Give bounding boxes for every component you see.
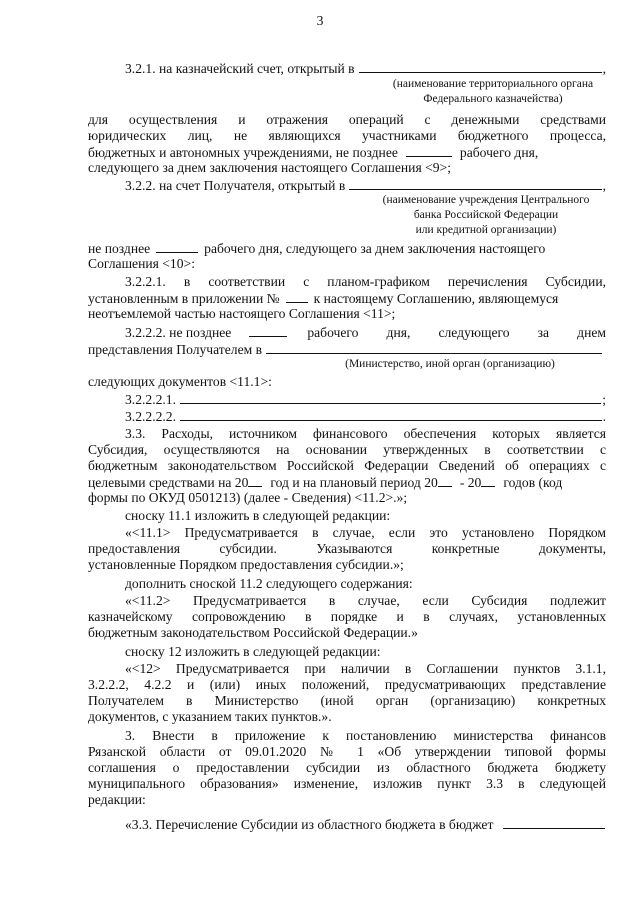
note-treasury: (наименование территориального органа xyxy=(392,78,594,90)
paragraph-line: документов, с указанием таких пунктов.». xyxy=(88,709,332,724)
paragraph-line: неотъемлемой частью настоящего Соглашения <11>; xyxy=(88,306,396,321)
text: - 20 xyxy=(459,475,482,490)
text: бюджетных и автономных учреждениями, не позднее xyxy=(88,145,398,160)
note-bank: (наименование учреждения Центрального xyxy=(382,194,590,206)
text: к настоящему Соглашению, являющемуся xyxy=(313,291,559,306)
clause-3-2-2-1: 3.2.2.1. в соответствии с планом-графиком перечисления Субсидии, xyxy=(125,274,606,289)
paragraph-line xyxy=(88,240,606,257)
clause-3-3: 3.3. Расходы, источником финансового обеспечения которых является xyxy=(125,426,606,441)
paragraph-line: формы по ОКУД 0501213) (далее - Сведения) <11.2>.»; xyxy=(88,490,408,505)
paragraph-line: Субсидия, осуществляются на основании утвержденных в соответствии с xyxy=(88,442,606,457)
punct: , xyxy=(602,178,606,193)
item-3-2-2-2-2 xyxy=(125,408,606,425)
punct: , xyxy=(602,61,606,76)
text: 3.2.2.2. не позднее xyxy=(125,325,232,340)
blank-field xyxy=(481,474,495,487)
text: год и на плановый период 20 xyxy=(270,475,438,490)
text: 3.2.1. на казначейский счет, открытый в xyxy=(125,61,355,76)
paragraph-line: следующих документов <11.1>: xyxy=(88,374,272,389)
paragraph-line: соглашения о предоставлении субсидии из областного бюджета бюджету xyxy=(88,760,606,775)
blank-field xyxy=(359,60,602,73)
text: 3.2.2.2.2. xyxy=(125,409,176,424)
paragraph-line: предоставления субсидии. Указываются конкретные документы, xyxy=(88,541,606,556)
note-bank-3: или кредитной организации) xyxy=(415,224,557,236)
blank-field xyxy=(266,341,602,354)
blank-field xyxy=(406,144,452,157)
blank-field xyxy=(180,391,601,404)
text: представления Получателем в xyxy=(88,342,263,357)
punct: ; xyxy=(602,392,606,407)
text: установленным в приложении № xyxy=(88,291,280,306)
clause-3-2-2-2 xyxy=(125,324,606,341)
text: целевыми средствами на 20 xyxy=(88,475,249,490)
text: рабочего дня, xyxy=(459,145,539,160)
paragraph-line xyxy=(88,341,606,358)
page-number: 3 xyxy=(316,14,324,29)
blank-field xyxy=(349,177,601,190)
footnote-12: «<12> Предусматривается при наличии в Соглашении пунктов 3.1.1, xyxy=(125,661,606,676)
blank-field xyxy=(286,290,308,303)
paragraph-line: 3.2.2.2, 4.2.2 и (или) иных положений, предусматривающих представление xyxy=(88,677,606,692)
paragraph-line: казначейскому сопровождению в порядке и в случаях, установленных xyxy=(88,609,606,624)
paragraph-line: бюджетным законодательством Российской Федерации Сведений об операциях с xyxy=(88,458,606,473)
blank-field xyxy=(180,408,602,421)
instruction-line: дополнить сноской 11.2 следующего содержания: xyxy=(125,576,413,591)
paragraph-line: для осуществления и отражения операций с денежными средствами xyxy=(88,112,606,127)
blank-field xyxy=(503,816,605,829)
paragraph-line xyxy=(88,144,606,161)
note-ministry: (Министерство, иной орган (организацию) xyxy=(345,358,555,370)
paragraph-line: Соглашения <10>: xyxy=(88,256,195,271)
blank-field xyxy=(438,474,452,487)
paragraph-line: Получателем в Министерство (иной орган (организацию) конкретных xyxy=(88,693,606,708)
footnote-11-2: «<11.2> Предусматривается в случае, если Субсидия подлежит xyxy=(125,593,606,608)
note-treasury-2: Федерального казначейства) xyxy=(423,93,563,105)
text: «3.3. Перечисление Субсидии из областного бюджета в бюджет xyxy=(125,817,494,832)
punct: . xyxy=(602,409,606,424)
paragraph-line: установленные Порядком предоставления субсидии.»; xyxy=(88,557,404,572)
blank-field xyxy=(248,474,262,487)
text: рабочего дня, следующего за днем xyxy=(307,325,606,340)
instruction-line: сноску 12 изложить в следующей редакции: xyxy=(125,644,381,659)
footnote-11-1: «<11.1> Предусматривается в случае, если это установлено Порядком xyxy=(125,525,606,540)
text: годов (код xyxy=(503,475,563,490)
text: 3.2.2.2.1. xyxy=(125,392,176,407)
paragraph-line: бюджетным законодательством Российской Федерации.» xyxy=(88,625,418,640)
text: рабочего дня, следующего за днем заключения настоящего xyxy=(204,241,546,256)
clause-3-2-1 xyxy=(125,60,606,77)
paragraph-line xyxy=(88,290,606,307)
blank-field xyxy=(156,240,198,253)
blank-field xyxy=(249,324,287,337)
instruction-line: сноску 11.1 изложить в следующей редакции: xyxy=(125,508,391,523)
paragraph-line: следующего за днем заключения настоящего Соглашения <9>; xyxy=(88,160,452,175)
paragraph-line: Рязанской области от 09.01.2020 № 1 «Об утверждении типовой формы xyxy=(88,744,606,759)
text: не позднее xyxy=(88,241,151,256)
text: 3.2.2. на счет Получателя, открытый в xyxy=(125,178,346,193)
note-bank-2: банка Российской Федерации xyxy=(413,209,559,221)
quoted-clause-3-3 xyxy=(125,816,606,833)
paragraph-line: муниципального образования» изменение, изложив пункт 3.3 в следующей xyxy=(88,776,606,791)
clause-3-2-2 xyxy=(125,177,606,194)
item-3-2-2-2-1 xyxy=(125,391,606,408)
paragraph-line: юридических лиц, не являющихся участниками бюджетного процесса, xyxy=(88,128,606,143)
paragraph-line xyxy=(88,474,606,491)
section-3: 3. Внести в приложение к постановлению министерства финансов xyxy=(125,728,606,743)
paragraph-line: редакции: xyxy=(88,792,146,807)
